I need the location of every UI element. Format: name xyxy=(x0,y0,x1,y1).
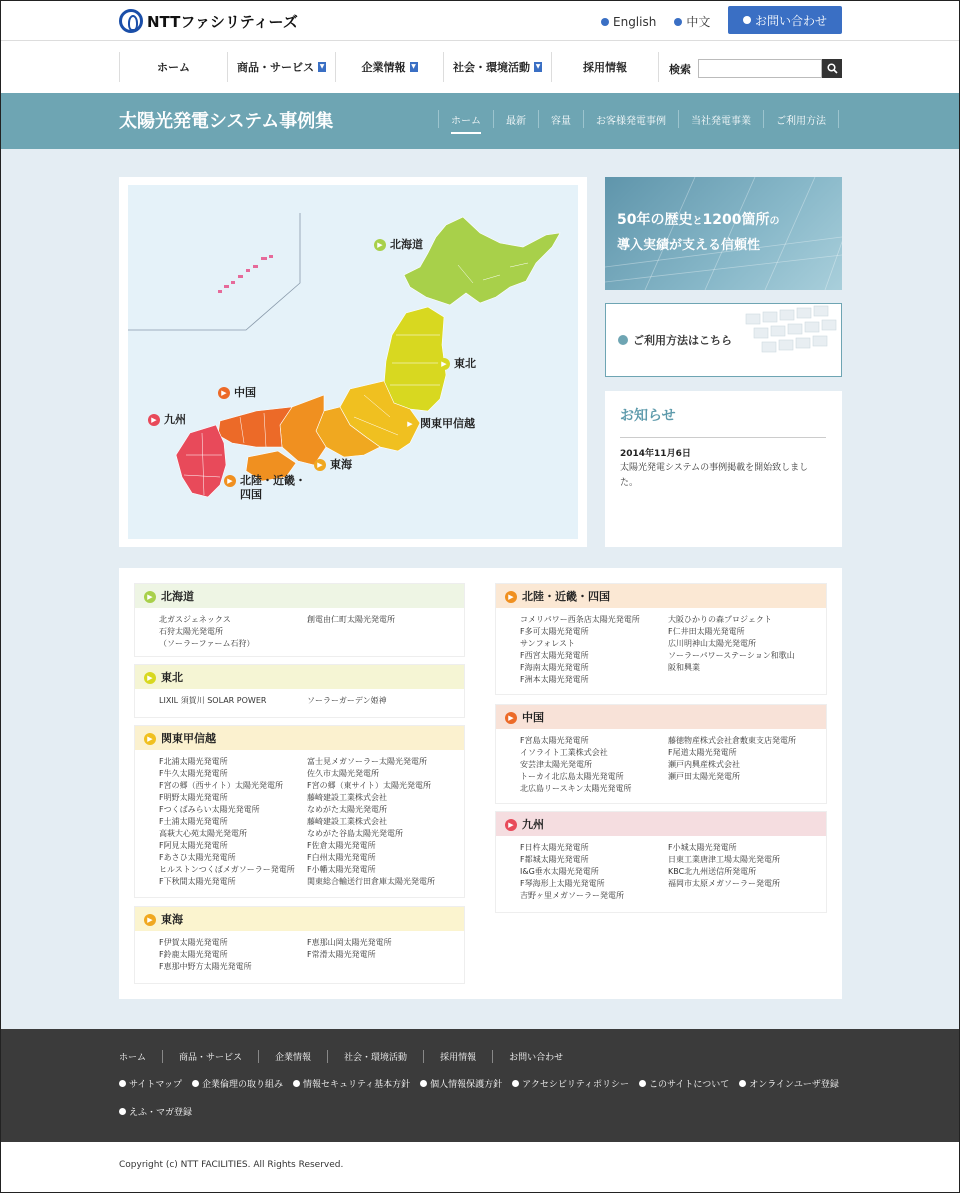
news-date: 2014年11月6日 xyxy=(620,449,691,459)
region-box-chugoku: ▶ 中国 F宮島太陽光発電所 藤徳物産株式会社倉敷東支店発電所 イソライト工業株式会社 F尾道太陽光発電所 安芸津太陽光発電所 瀬戸内興産株式会社 トーカイ北広島太陽光発電所 瀬戸田太陽光発電所 北広島リースキン太陽光発電所 xyxy=(495,704,827,804)
gnav-csr[interactable]: 社会・環境活動 ▼ xyxy=(443,52,551,82)
footer-link-online-register[interactable]: オンラインユーザ登録 xyxy=(739,1077,839,1090)
main-content xyxy=(1,149,959,1029)
japan-map-graphic xyxy=(128,185,578,539)
footer-link-accessibility[interactable]: アクセシビリティポリシー xyxy=(512,1077,629,1090)
map-label-tohoku[interactable]: ▶ 東北 xyxy=(438,357,476,371)
footer-links xyxy=(119,1077,839,1118)
footer-nav-company[interactable]: 企業情報 xyxy=(258,1050,327,1063)
search-label: 検索 xyxy=(669,63,691,76)
section-nav-own-business[interactable]: 当社発電事業 xyxy=(678,110,763,128)
page-title: 太陽光発電システム事例集 xyxy=(119,111,334,132)
section-band xyxy=(1,93,959,149)
copyright: Copyright (c) NTT FACILITIES. All Rights Reserved. xyxy=(119,1160,344,1170)
footer xyxy=(1,1029,959,1142)
top-bar xyxy=(1,1,959,41)
language-links xyxy=(601,13,710,30)
section-nav-customer-cases[interactable]: お客様発電事例 xyxy=(583,110,678,128)
divider xyxy=(620,437,826,438)
map-label-chugoku[interactable]: ▶ 中国 xyxy=(218,386,256,400)
arrow-icon: ▶ xyxy=(224,475,236,487)
bullet-icon xyxy=(293,1080,300,1087)
section-nav-capacity[interactable]: 容量 xyxy=(538,110,583,128)
gnav-recruit[interactable]: 採用情報 xyxy=(551,52,659,82)
region-box-tohoku: ▶ 東北 LIXIL 須賀川 SOLAR POWER ソーラーガーデン姫神 xyxy=(134,664,465,718)
search-input[interactable] xyxy=(698,59,822,78)
bullet-icon xyxy=(639,1080,646,1087)
arrow-icon: ▶ xyxy=(144,591,156,603)
bullet-icon xyxy=(743,16,751,24)
arrow-icon: ▶ xyxy=(404,418,416,430)
region-list-hokkaido: 北ガスジェネックス 創電由仁町太陽光発電所 石狩太陽光発電所 （ソーラーファーム石狩） xyxy=(159,615,395,648)
arrow-icon: ▶ xyxy=(505,591,517,603)
arrow-icon: ▶ xyxy=(314,459,326,471)
footer-link-ethics[interactable]: 企業倫理の取り組み xyxy=(192,1077,283,1090)
region-box-hokuriku: ▶ 北陸・近畿・四国 コメリパワー西条店太陽光発電所 大阪ひかりの森プロジェクト F多可太陽光発電所 F仁井田太陽光発電所 サンフォレスト 広川明神山太陽光発電所 F西宮太陽光発電所 ソーラーパワーステーション和歌山 F海南太陽光発電所 阪和興業 F洲本太陽光発電所 xyxy=(495,583,827,695)
history-banner[interactable]: 50年の歴史と1200箇所の 導入実績が支える信頼性 xyxy=(605,177,842,290)
bullet-icon xyxy=(192,1080,199,1087)
gnav-products[interactable]: 商品・サービス ▼ xyxy=(227,52,335,82)
contact-button[interactable]: お問い合わせ xyxy=(728,6,842,34)
arrow-icon: ▶ xyxy=(148,414,160,426)
arrow-icon: ▶ xyxy=(144,672,156,684)
dropdown-icon: ▼ xyxy=(535,63,541,70)
footer-nav-products[interactable]: 商品・サービス xyxy=(162,1050,258,1063)
map-label-kyushu[interactable]: ▶ 九州 xyxy=(148,413,186,427)
map-label-hokuriku[interactable]: ▶ 北陸・近畿・ 四国 xyxy=(224,474,306,502)
bullet-icon xyxy=(674,18,682,26)
usage-banner[interactable]: ご利用方法はこちら xyxy=(605,303,842,377)
region-box-hokkaido: ▶ 北海道 北ガスジェネックス 創電由仁町太陽光発電所 石狩太陽光発電所 （ソーラーファーム石狩） xyxy=(134,583,465,657)
search-button[interactable] xyxy=(822,59,842,78)
dropdown-icon: ▼ xyxy=(411,63,416,70)
tohoku-shape xyxy=(384,307,446,411)
bullet-icon xyxy=(119,1080,126,1087)
region-lists xyxy=(119,568,842,999)
dropdown-icon: ▼ xyxy=(319,63,325,70)
region-list-chugoku: F宮島太陽光発電所 藤徳物産株式会社倉敷東支店発電所 イソライト工業株式会社 F尾道太陽光発電所 安芸津太陽光発電所 瀬戸内興産株式会社 トーカイ北広島太陽光発電所 瀬戸田太陽光発電所 北広島リースキン太陽光発電所 xyxy=(520,736,796,793)
footer-link-fmaga[interactable]: えふ・マガ登録 xyxy=(119,1105,192,1118)
footer-nav xyxy=(119,1050,579,1063)
map-label-hokkaido[interactable]: ▶ 北海道 xyxy=(374,238,423,252)
region-list-tohoku: LIXIL 須賀川 SOLAR POWER ソーラーガーデン姫神 xyxy=(159,696,387,705)
news-panel xyxy=(605,391,842,547)
lang-chinese-link[interactable]: 中文 xyxy=(674,13,710,30)
footer-nav-csr[interactable]: 社会・環境活動 xyxy=(327,1050,423,1063)
news-body: 太陽光発電システムの事例掲載を開始致しました。 xyxy=(620,463,809,488)
footer-nav-contact[interactable]: お問い合わせ xyxy=(492,1050,579,1063)
footer-nav-home[interactable]: ホーム xyxy=(119,1053,147,1063)
arrow-icon: ▶ xyxy=(144,733,156,745)
footer-nav-recruit[interactable]: 採用情報 xyxy=(423,1050,492,1063)
bullet-icon xyxy=(512,1080,519,1087)
gnav-company[interactable]: 企業情報 ▼ xyxy=(335,52,443,82)
arrow-icon: ▶ xyxy=(144,914,156,926)
section-nav-home[interactable]: ホーム xyxy=(438,110,493,128)
region-list-tokai: F伊賀太陽光発電所 F恵那山岡太陽光発電所 F鈴鹿太陽光発電所 F常滑太陽光発電所 F恵那中野方太陽光発電所 xyxy=(159,938,392,971)
section-nav xyxy=(438,110,839,128)
region-list-kyushu: F日杵太陽光発電所 F小城太陽光発電所 F都城太陽光発電所 日東工業唐津工場太陽光発電所 I&G垂水太陽光発電所 KBC北九州送信所発電所 F琴海形上太陽光発電所 福岡市太原メガソーラー発電所 吉野ヶ里メガソーラー発電所 xyxy=(520,843,780,900)
news-title: お知らせ xyxy=(620,408,676,424)
map-label-kanto[interactable]: ▶ 関東甲信越 xyxy=(404,417,475,431)
japan-map xyxy=(128,185,578,539)
arrow-icon: ▶ xyxy=(505,819,517,831)
bullet-icon xyxy=(739,1080,746,1087)
arrow-icon: ▶ xyxy=(218,387,230,399)
map-label-tokai[interactable]: ▶ 東海 xyxy=(314,458,352,472)
section-nav-latest[interactable]: 最新 xyxy=(493,110,538,128)
lang-english-link[interactable]: English xyxy=(601,13,656,30)
kyushu-shape xyxy=(176,425,226,497)
bullet-icon xyxy=(119,1108,126,1115)
arrow-icon: ▶ xyxy=(505,712,517,724)
footer-link-sitemap[interactable]: サイトマップ xyxy=(119,1077,182,1090)
footer-link-privacy[interactable]: 個人情報保護方針 xyxy=(420,1077,502,1090)
arrow-icon: ▶ xyxy=(374,239,386,251)
japan-map-card xyxy=(119,177,587,547)
region-list-hokuriku: コメリパワー西条店太陽光発電所 大阪ひかりの森プロジェクト F多可太陽光発電所 F仁井田太陽光発電所 サンフォレスト 広川明神山太陽光発電所 F西宮太陽光発電所 ソーラーパワーステーション和歌山 F海南太陽光発電所 阪和興業 F洲本太陽光発電所 xyxy=(520,615,795,684)
bullet-icon xyxy=(601,18,609,26)
region-box-tokai: ▶ 東海 F伊賀太陽光発電所 F恵那山岡太陽光発電所 F鈴鹿太陽光発電所 F常滑太陽光発電所 F恵那中野方太陽光発電所 xyxy=(134,906,465,984)
logo-text: NTTファシリティーズ xyxy=(147,12,298,31)
ntt-logo-icon xyxy=(119,9,143,33)
okinawa-shape xyxy=(218,255,273,293)
gnav-home[interactable]: ホーム xyxy=(119,52,227,82)
footer-link-security[interactable]: 情報セキュリティ基本方針 xyxy=(293,1077,410,1090)
footer-link-about[interactable]: このサイトについて xyxy=(639,1077,729,1090)
arrow-icon: ▶ xyxy=(438,358,450,370)
bullet-icon xyxy=(618,335,628,345)
section-nav-usage[interactable]: ご利用方法 xyxy=(763,110,839,128)
region-list-kanto: F北浦太陽光発電所 富士見メガソーラー太陽光発電所 F牛久太陽光発電所 佐久市太陽光発電所 F宮の郷（西サイト）太陽光発電所 F宮の郷（東サイト）太陽光発電所 F明野太陽光発電所 藤崎建設工業株式会社 Fつくばみらい太陽光発電所 なめがた太陽光発電所 F土浦太陽光発電所 藤崎建設工業株式会社 高萩大心苑太陽光発電所 なめがた谷島太陽光発電所 F阿見太陽光発電所 F佐倉太陽光発電所 Fあさひ太陽光発電所 F白州太陽光発電所 ヒルストンつくばメガソーラー発電所 F小幡太陽光発電所 F下秋間太陽光発電所 関東総合輸送行田倉庫太陽光発電所 xyxy=(159,757,435,886)
search-icon xyxy=(827,63,838,74)
global-nav xyxy=(1,42,959,93)
logo[interactable] xyxy=(119,9,298,33)
region-box-kyushu: ▶ 九州 F日杵太陽光発電所 F小城太陽光発電所 F都城太陽光発電所 日東工業唐津工場太陽光発電所 I&G垂水太陽光発電所 KBC北九州送信所発電所 F琴海形上太陽光発電所 福岡市太原メガソーラー発電所 吉野ヶ里メガソーラー発電所 xyxy=(495,811,827,913)
hokkaido-shape xyxy=(404,217,560,305)
bullet-icon xyxy=(420,1080,427,1087)
region-box-kanto: ▶ 関東甲信越 F北浦太陽光発電所 富士見メガソーラー太陽光発電所 F牛久太陽光発電所 佐久市太陽光発電所 F宮の郷（西サイト）太陽光発電所 F宮の郷（東サイト）太陽光発電所 F明野太陽光発電所 藤崎建設工業株式会社 Fつくばみらい太陽光発電所 なめがた太陽光発電所 F土浦太陽光発電所 藤崎建設工業株式会社 高萩大心苑太陽光発電所 なめがた谷島太陽光発電所 F阿見太陽光発電所 F佐倉太陽光発電所 Fあさひ太陽光発電所 F白州太陽光発電所 ヒルストンつくばメガソーラー発電所 F小幡太陽光発電所 F下秋間太陽光発電所 関東総合輸送行田倉庫太陽光発電所 xyxy=(134,725,465,898)
